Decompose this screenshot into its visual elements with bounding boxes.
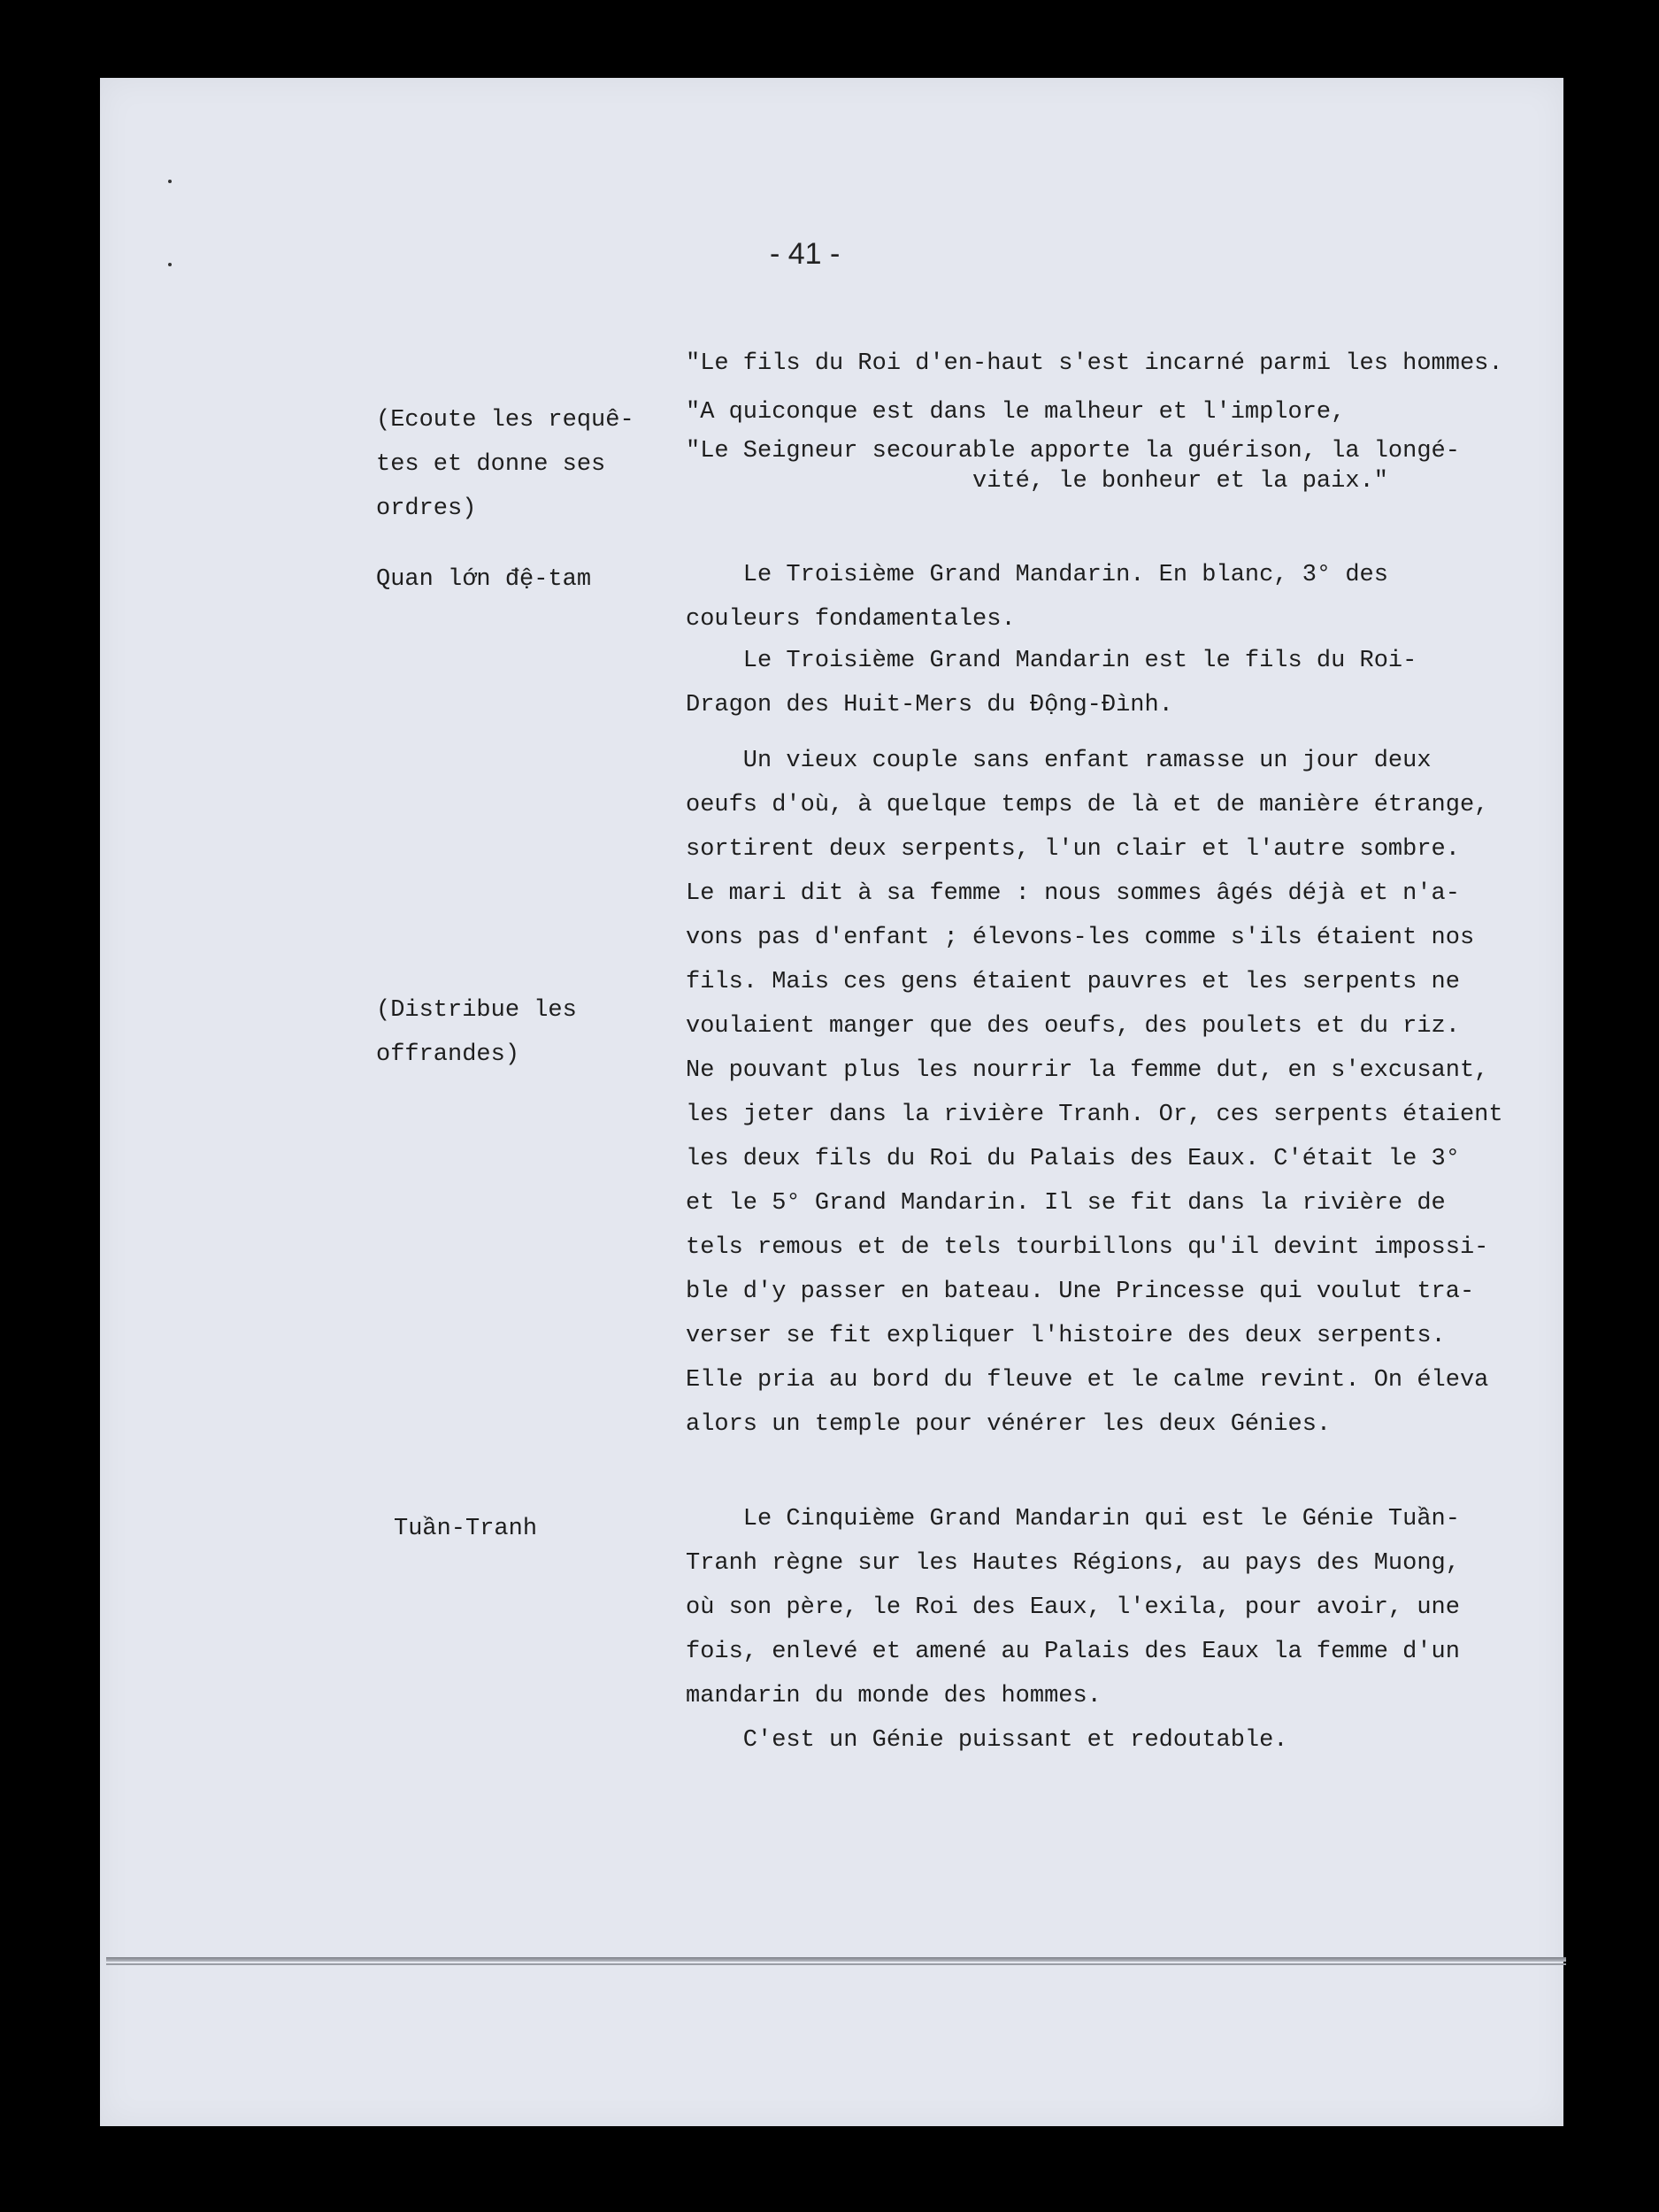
paragraph-line: fils. Mais ces gens étaient pauvres et les serpents ne [686,969,1460,995]
quote-line: "Le fils du Roi d'en-haut s'est incarné parmi les hommes. [686,350,1503,377]
margin-note-line: (Ecoute les requê- [376,407,634,434]
paragraph-line: Un vieux couple sans enfant ramasse un jour deux [686,748,1432,774]
margin-note-line: (Distribue les [376,997,577,1024]
paragraph-legend [686,739,1535,1447]
punch-mark [168,180,172,183]
page-fold-edge [106,1957,1566,1962]
invocation-quote [686,342,1535,496]
paragraph-line: couleurs fondamentales. [686,606,1016,633]
quote-line: "Le Seigneur secourable apporte la guérison, la longé- [686,438,1460,465]
quote-line: "A quiconque est dans le malheur et l'implore, [686,399,1346,426]
margin-note-line: tes et donne ses [376,451,606,478]
paragraph-line: sortirent deux serpents, l'un clair et l'autre sombre. [686,836,1460,863]
margin-note-line: ordres) [376,495,477,522]
margin-note-ecoute [376,398,634,531]
paragraph-line: Ne pouvant plus les nourrir la femme dut, en s'excusant, [686,1057,1489,1084]
margin-note-line: Quan lớn đệ-tam [376,566,592,593]
paragraph-line: voulaient manger que des oeufs, des poulets et du riz. [686,1013,1460,1040]
paragraph-cinquieme [686,1497,1535,1763]
margin-note-tuan [394,1507,537,1551]
paragraph-line: Le Troisième Grand Mandarin est le fils du Roi- [686,648,1417,674]
paragraph-line: fois, enlevé et amené au Palais des Eaux la femme d'un [686,1639,1460,1665]
margin-note-distribue [376,988,577,1077]
paragraph-line: Elle pria au bord du fleuve et le calme revint. On éleva [686,1367,1489,1394]
margin-note-quan [376,557,591,602]
paragraph-line: mandarin du monde des hommes. [686,1683,1102,1709]
paragraph-line: Le Cinquième Grand Mandarin qui est le Génie Tuần- [686,1506,1460,1532]
margin-note-line: offrandes) [376,1041,520,1068]
paragraph-line: Dragon des Huit-Mers du Động-Đình. [686,692,1173,718]
paragraph-line: les deux fils du Roi du Palais des Eaux. C'était le 3° [686,1146,1460,1172]
page-number: - 41 - [770,237,841,271]
paragraph-line: C'est un Génie puissant et redoutable. [686,1727,1288,1754]
paragraph-line: Tranh règne sur les Hautes Régions, au pays des Muong, [686,1550,1460,1577]
punch-mark [168,263,172,266]
paragraph-line: et le 5° Grand Mandarin. Il se fit dans la rivière de [686,1190,1446,1217]
paragraph-line: ble d'y passer en bateau. Une Princesse qui voulut tra- [686,1279,1475,1305]
paragraph-troisieme-intro [686,553,1535,641]
paragraph-line: alors un temple pour vénérer les deux Génies. [686,1411,1332,1438]
paragraph-line: les jeter dans la rivière Tranh. Or, ces serpents étaient [686,1102,1503,1128]
paragraph-line: verser se fit expliquer l'histoire des deux serpents. [686,1323,1446,1349]
paragraph-line: Le Troisième Grand Mandarin. En blanc, 3° des [686,562,1388,588]
paragraph-line: vons pas d'enfant ; élevons-les comme s'ils étaient nos [686,925,1475,951]
paragraph-line: oeufs d'où, à quelque temps de là et de manière étrange, [686,792,1489,818]
paragraph-line: où son père, le Roi des Eaux, l'exila, pour avoir, une [686,1594,1460,1621]
paragraph-line: tels remous et de tels tourbillons qu'il devint impossi- [686,1234,1489,1261]
quote-line: vité, le bonheur et la paix." [686,468,1388,495]
margin-note-line: Tuần-Tranh [394,1516,538,1542]
paragraph-troisieme-origin [686,639,1535,727]
page-fold-edge-shadow [106,1963,1566,1965]
paragraph-line: Le mari dit à sa femme : nous sommes âgés déjà et n'a- [686,880,1460,907]
